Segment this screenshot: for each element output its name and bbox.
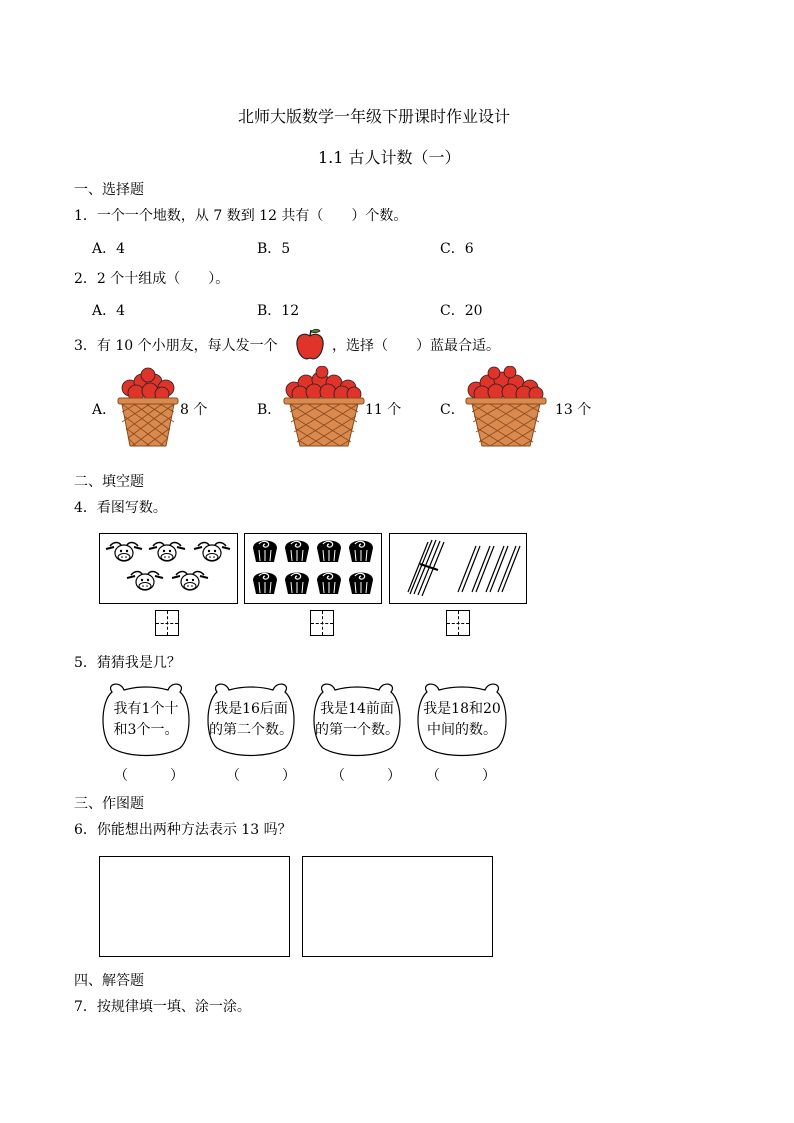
q1-option-b[interactable]: B．5	[257, 241, 291, 257]
apple-basket-icon	[282, 366, 366, 448]
q3-option-c-count: 13 个	[555, 402, 592, 418]
q1-option-c[interactable]: C．6	[440, 241, 474, 257]
q1-option-a[interactable]: A．4	[92, 241, 126, 257]
question-3-stem-start: 3．有 10 个小朋友，每人发一个	[74, 338, 278, 354]
q2-option-a[interactable]: A．4	[92, 303, 126, 319]
q3-option-b-count: 11 个	[365, 402, 402, 418]
question-6-stem: 6．你能想出两种方法表示 13 吗？	[74, 822, 292, 838]
question-5-stem: 5．猜猜我是几？	[74, 655, 181, 671]
drawing-box-method-1[interactable]	[99, 856, 290, 957]
picture-box-buns	[244, 533, 382, 604]
q3-option-a-label[interactable]: A．	[92, 402, 117, 418]
bubble-3-text	[312, 699, 402, 741]
section-heading-choice: 一、选择题	[74, 182, 144, 198]
picture-box-cows	[99, 533, 238, 604]
q2-option-b[interactable]: B．12	[257, 303, 300, 319]
question-4-stem: 4．看图写数。	[74, 500, 167, 516]
section-heading-answer: 四、解答题	[74, 973, 144, 989]
bubble-2-line2: 的第二个数。	[209, 722, 293, 738]
q3-option-b-label[interactable]: B．	[257, 402, 282, 418]
document-title: 北师大版数学一年级下册课时作业设计	[238, 107, 511, 126]
question-1-stem: 1．一个一个地数，从 7 数到 12 共有（ ）个数。	[74, 208, 408, 224]
section-heading-fill: 二、填空题	[74, 474, 144, 490]
drawing-box-method-2[interactable]	[302, 856, 493, 957]
lesson-subtitle: 1.1 古人计数（一）	[318, 148, 461, 167]
bubble-2-text	[206, 699, 296, 741]
apple-basket-icon	[116, 366, 180, 448]
bubble-4-answer[interactable]: （ ）	[426, 768, 496, 784]
picture-box-sticks	[389, 533, 527, 604]
question-7-stem: 7．按规律填一填、涂一涂。	[74, 999, 251, 1015]
bubble-3-answer[interactable]: （ ）	[331, 768, 401, 784]
section-heading-drawing: 三、作图题	[74, 796, 144, 812]
apple-basket-icon	[464, 366, 548, 448]
bubble-3-line1: 我是14前面	[320, 701, 394, 717]
cow-heads-icon	[100, 534, 237, 603]
q3-option-a-count: 8 个	[180, 402, 208, 418]
bubble-4-line2: 中间的数。	[427, 722, 497, 738]
q2-option-c[interactable]: C．20	[440, 303, 483, 319]
counting-sticks-icon	[390, 534, 526, 603]
q3-option-c-label[interactable]: C．	[440, 402, 465, 418]
steamed-buns-icon	[245, 534, 381, 603]
bubble-1-line1: 我有1个十	[113, 701, 179, 717]
bubble-2-answer[interactable]: （ ）	[226, 768, 296, 784]
bubble-3-line2: 的第一个数。	[315, 722, 399, 738]
bubble-4-text	[416, 699, 508, 741]
question-3-stem-end: ，选择（ ）蓝最合适。	[332, 338, 500, 354]
answer-field-buns[interactable]	[310, 610, 334, 636]
bubble-4-line1: 我是18和20	[423, 701, 501, 717]
question-2-stem: 2．2 个十组成（ ）。	[74, 271, 230, 287]
bubble-1-line2: 和3个一。	[113, 722, 179, 738]
answer-field-sticks[interactable]	[446, 610, 470, 636]
bubble-1-answer[interactable]: （ ）	[114, 768, 184, 784]
apple-icon	[294, 328, 326, 362]
bubble-1-text	[104, 699, 188, 741]
bubble-2-line1: 我是16后面	[214, 701, 288, 717]
answer-field-cows[interactable]	[155, 610, 179, 636]
